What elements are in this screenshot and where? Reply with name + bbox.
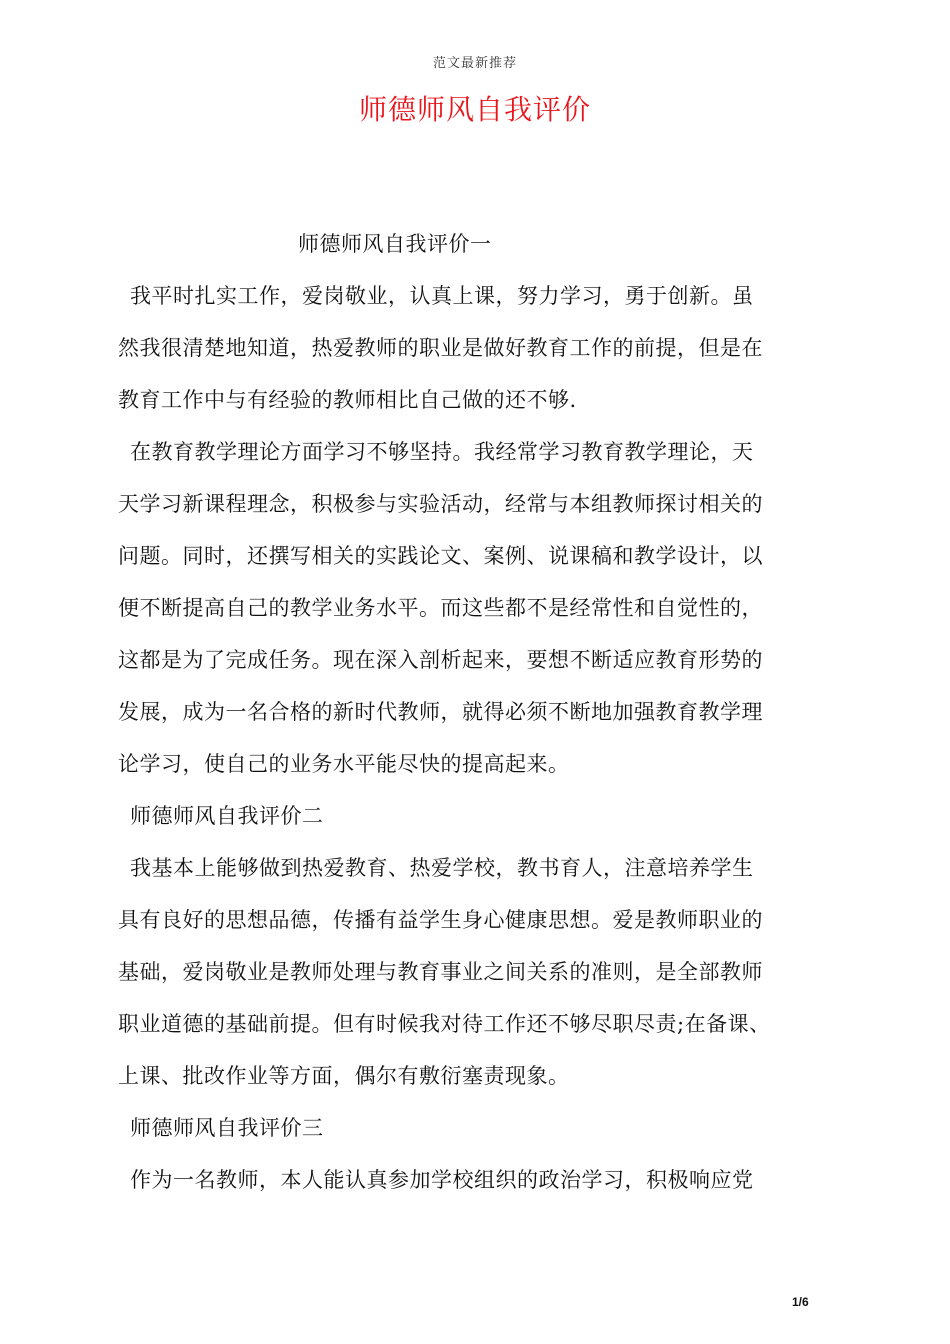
page-number: 1/6 (792, 1295, 809, 1309)
paragraph-line: 天学习新课程理念，积极参与实验活动，经常与本组教师探讨相关的 (118, 492, 763, 516)
paragraph-line: 职业道德的基础前提。但有时候我对待工作还不够尽职尽责;在备课、 (118, 1012, 771, 1036)
paragraph-line: 论学习，使自己的业务水平能尽快的提高起来。 (118, 752, 570, 776)
paragraph-line: 我平时扎实工作，爱岗敬业，认真上课，努力学习，勇于创新。虽 (130, 284, 754, 308)
paragraph-line: 基础，爱岗敬业是教师处理与教育事业之间关系的准则，是全部教师 (118, 960, 763, 984)
paragraph-line: 具有良好的思想品德，传播有益学生身心健康思想。爱是教师职业的 (118, 908, 763, 932)
paragraph-line: 发展，成为一名合格的新时代教师，就得必须不断地加强教育教学理 (118, 700, 763, 724)
section-heading-2: 师德师风自我评价二 (130, 804, 324, 828)
paragraph-line: 我基本上能够做到热爱教育、热爱学校，教书育人，注意培养学生 (130, 856, 754, 880)
paragraph-line: 问题。同时，还撰写相关的实践论文、案例、说课稿和教学设计，以 (118, 544, 763, 568)
paragraph-line: 在教育教学理论方面学习不够坚持。我经常学习教育教学理论，天 (130, 440, 754, 464)
section-heading-3: 师德师风自我评价三 (130, 1116, 324, 1140)
paragraph-line: 然我很清楚地知道，热爱教师的职业是做好教育工作的前提，但是在 (118, 336, 763, 360)
paragraph-line: 这都是为了完成任务。现在深入剖析起来，要想不断适应教育形势的 (118, 648, 763, 672)
document-body (118, 224, 858, 1212)
page-header: 范文最新推荐 (432, 56, 517, 71)
paragraph-line: 教育工作中与有经验的教师相比自己做的还不够. (118, 388, 577, 412)
section-heading-1: 师德师风自我评价一 (298, 232, 492, 256)
document-title: 师德师风自我评价 (358, 93, 591, 126)
paragraph-line: 作为一名教师，本人能认真参加学校组织的政治学习，积极响应党 (130, 1168, 754, 1192)
paragraph-line: 便不断提高自己的教学业务水平。而这些都不是经常性和自觉性的， (118, 596, 763, 620)
paragraph-line: 上课、批改作业等方面，偶尔有敷衍塞责现象。 (118, 1064, 570, 1088)
